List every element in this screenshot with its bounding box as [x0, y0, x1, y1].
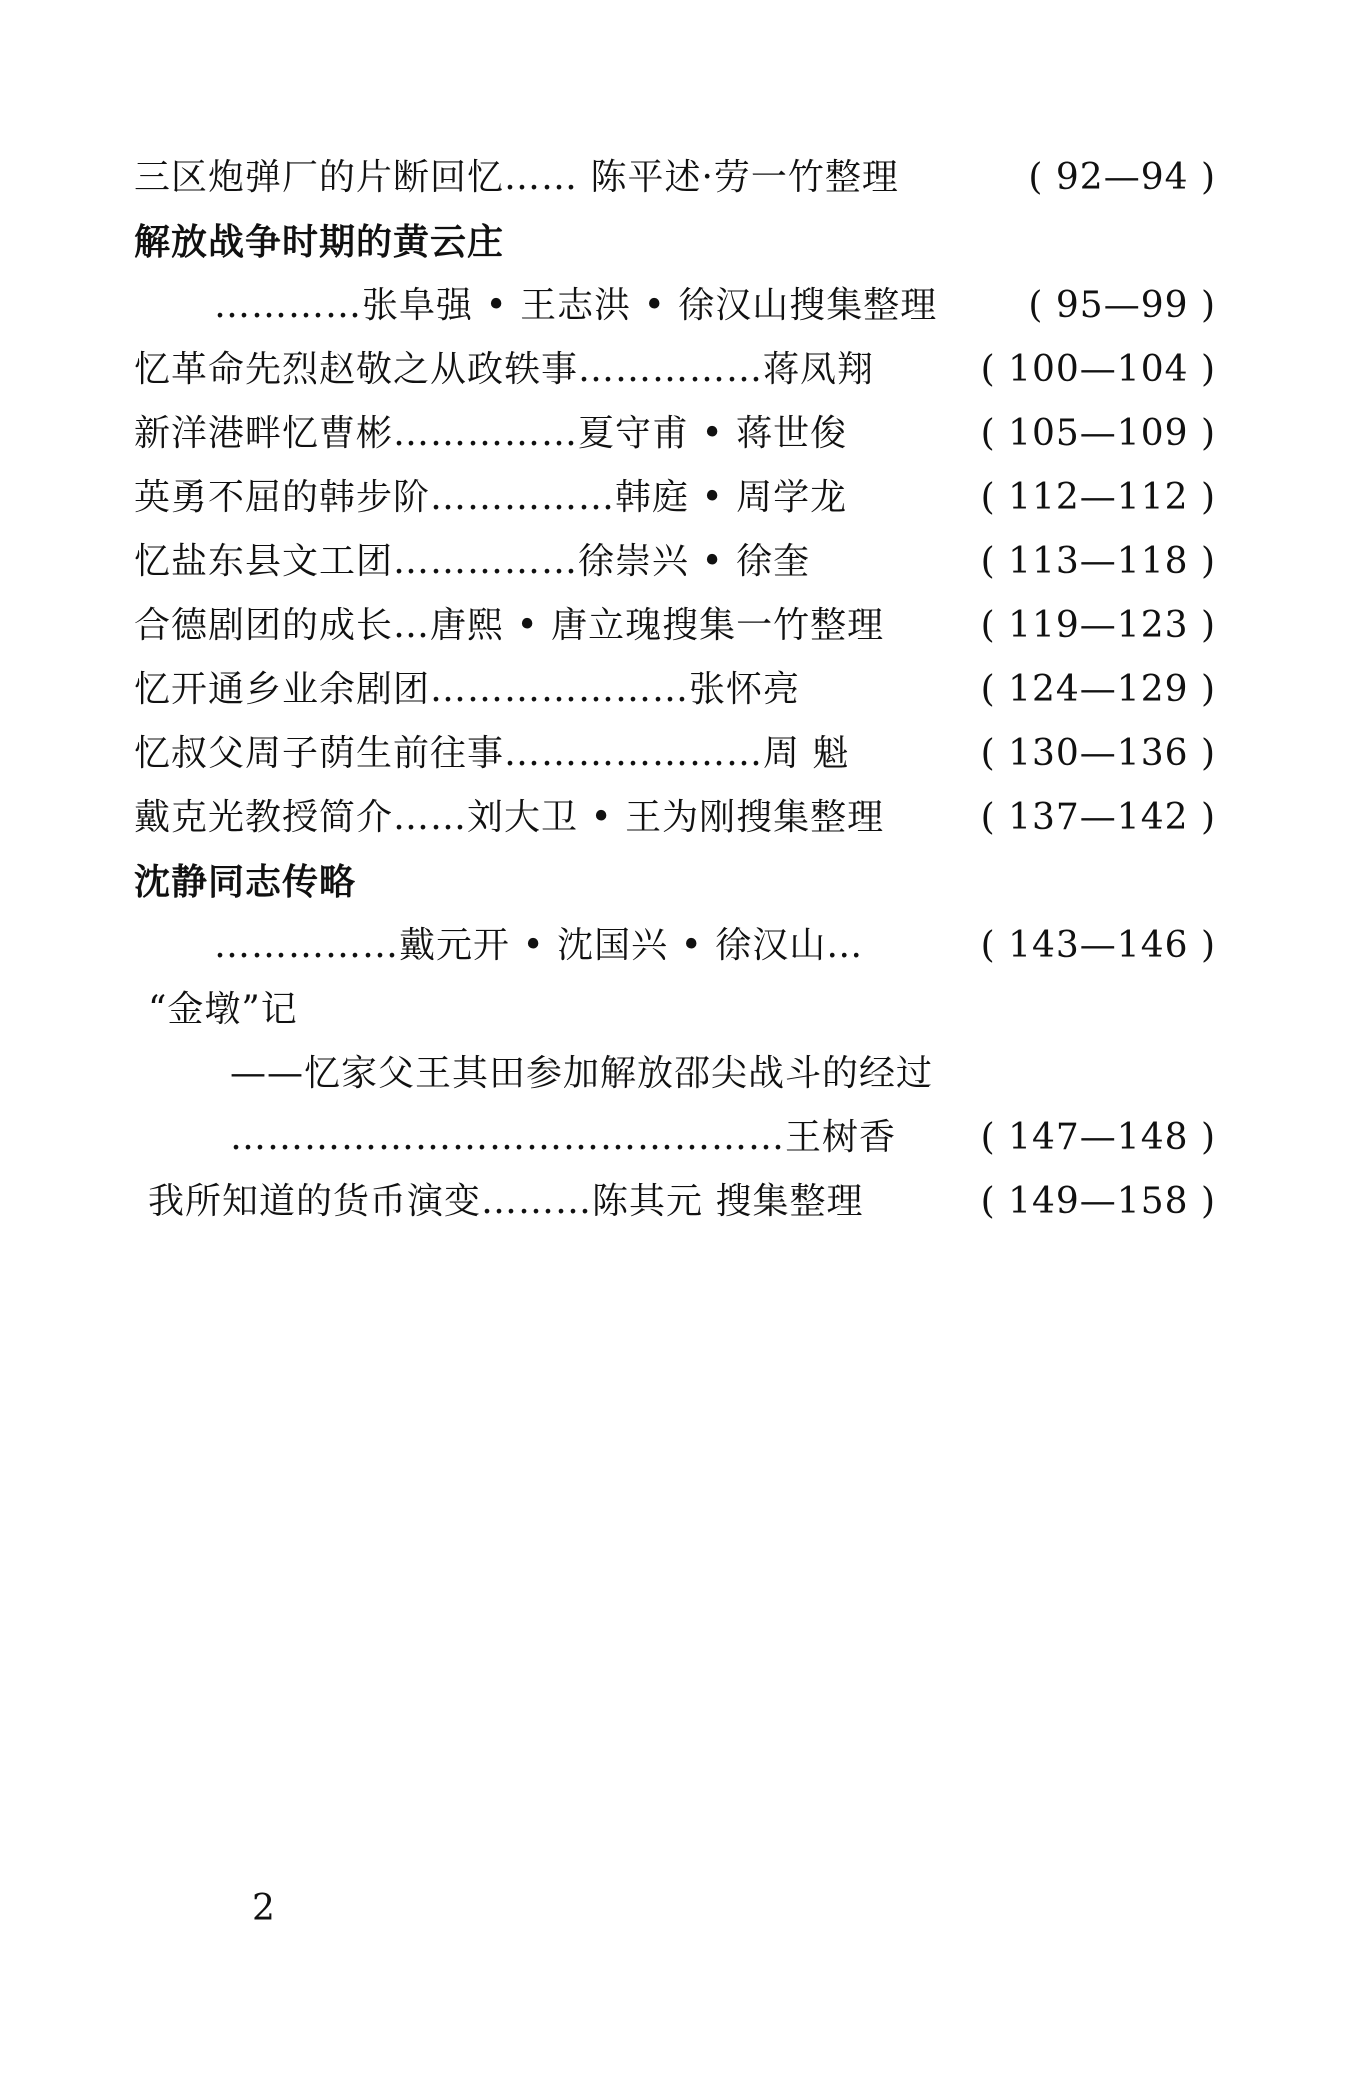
page-range: ( 137—142 ) — [977, 786, 1216, 850]
page-range: ( 130—136 ) — [977, 722, 1216, 786]
page-range: ( 147—148 ) — [977, 1106, 1216, 1170]
entry-text: 忆革命先烈赵敬之从政轶事……………蒋凤翔 — [134, 349, 875, 390]
toc-entry-title — [134, 850, 1216, 914]
toc-entry-continuation — [134, 914, 1216, 978]
table-of-contents — [134, 146, 1216, 1234]
toc-entry — [134, 722, 1216, 786]
page-range: ( 92—94 ) — [1024, 146, 1216, 210]
toc-entry — [134, 594, 1216, 658]
page-range: ( 95—99 ) — [1024, 274, 1216, 338]
entry-text: ……………戴元开 • 沈国兴 • 徐汉山… — [214, 925, 864, 966]
page-range: ( 149—158 ) — [977, 1170, 1216, 1234]
entry-text: 戴克光教授简介……刘大卫 • 王为刚搜集整理 — [134, 797, 885, 838]
entry-text: 解放战争时期的黄云庄 — [134, 221, 505, 263]
entry-text: 沈静同志传略 — [134, 861, 357, 903]
entry-text: 新洋港畔忆曹彬……………夏守甫 • 蒋世俊 — [134, 413, 848, 454]
toc-entry-continuation — [134, 1106, 1216, 1170]
entry-text: ………………………………………王树香 — [230, 1117, 897, 1158]
toc-entry-title — [134, 210, 1216, 274]
toc-entry — [134, 146, 1216, 210]
page-range: ( 143—146 ) — [977, 914, 1216, 978]
entry-text: 英勇不屈的韩步阶……………韩庭 • 周学龙 — [134, 477, 848, 518]
entry-text: ——忆家父王其田参加解放邵尖战斗的经过 — [230, 1053, 934, 1094]
page-range: ( 124—129 ) — [977, 658, 1216, 722]
toc-entry-subtitle — [134, 1042, 1216, 1106]
entry-text: 我所知道的货币演变………陈其元 搜集整理 — [148, 1181, 864, 1222]
entry-text: “金墩”记 — [148, 989, 298, 1030]
toc-entry — [134, 338, 1216, 402]
page-number: 2 — [252, 1888, 275, 1929]
entry-text: 忆叔父周子荫生前往事…………………周 魁 — [134, 733, 850, 774]
entry-text: 忆盐东县文工团……………徐崇兴 • 徐奎 — [134, 541, 811, 582]
toc-entry — [134, 658, 1216, 722]
entry-text: 合德剧团的成长…唐熙 • 唐立瑰搜集一竹整理 — [134, 605, 885, 646]
page-range: ( 113—118 ) — [977, 530, 1216, 594]
toc-entry — [134, 1170, 1216, 1234]
page-range: ( 112—112 ) — [977, 466, 1216, 530]
page-range: ( 100—104 ) — [977, 338, 1216, 402]
toc-entry — [134, 530, 1216, 594]
entry-text: 三区炮弹厂的片断回忆…… 陈平述·劳一竹整理 — [134, 157, 899, 198]
page-range: ( 119—123 ) — [977, 594, 1216, 658]
toc-entry — [134, 402, 1216, 466]
toc-entry-title — [134, 978, 1216, 1042]
entry-text: 忆开通乡业余剧团…………………张怀亮 — [134, 669, 801, 710]
page-range: ( 105—109 ) — [977, 402, 1216, 466]
toc-entry — [134, 786, 1216, 850]
toc-entry — [134, 466, 1216, 530]
entry-text: …………张阜强 • 王志洪 • 徐汉山搜集整理 — [214, 285, 938, 326]
toc-entry-continuation — [134, 274, 1216, 338]
